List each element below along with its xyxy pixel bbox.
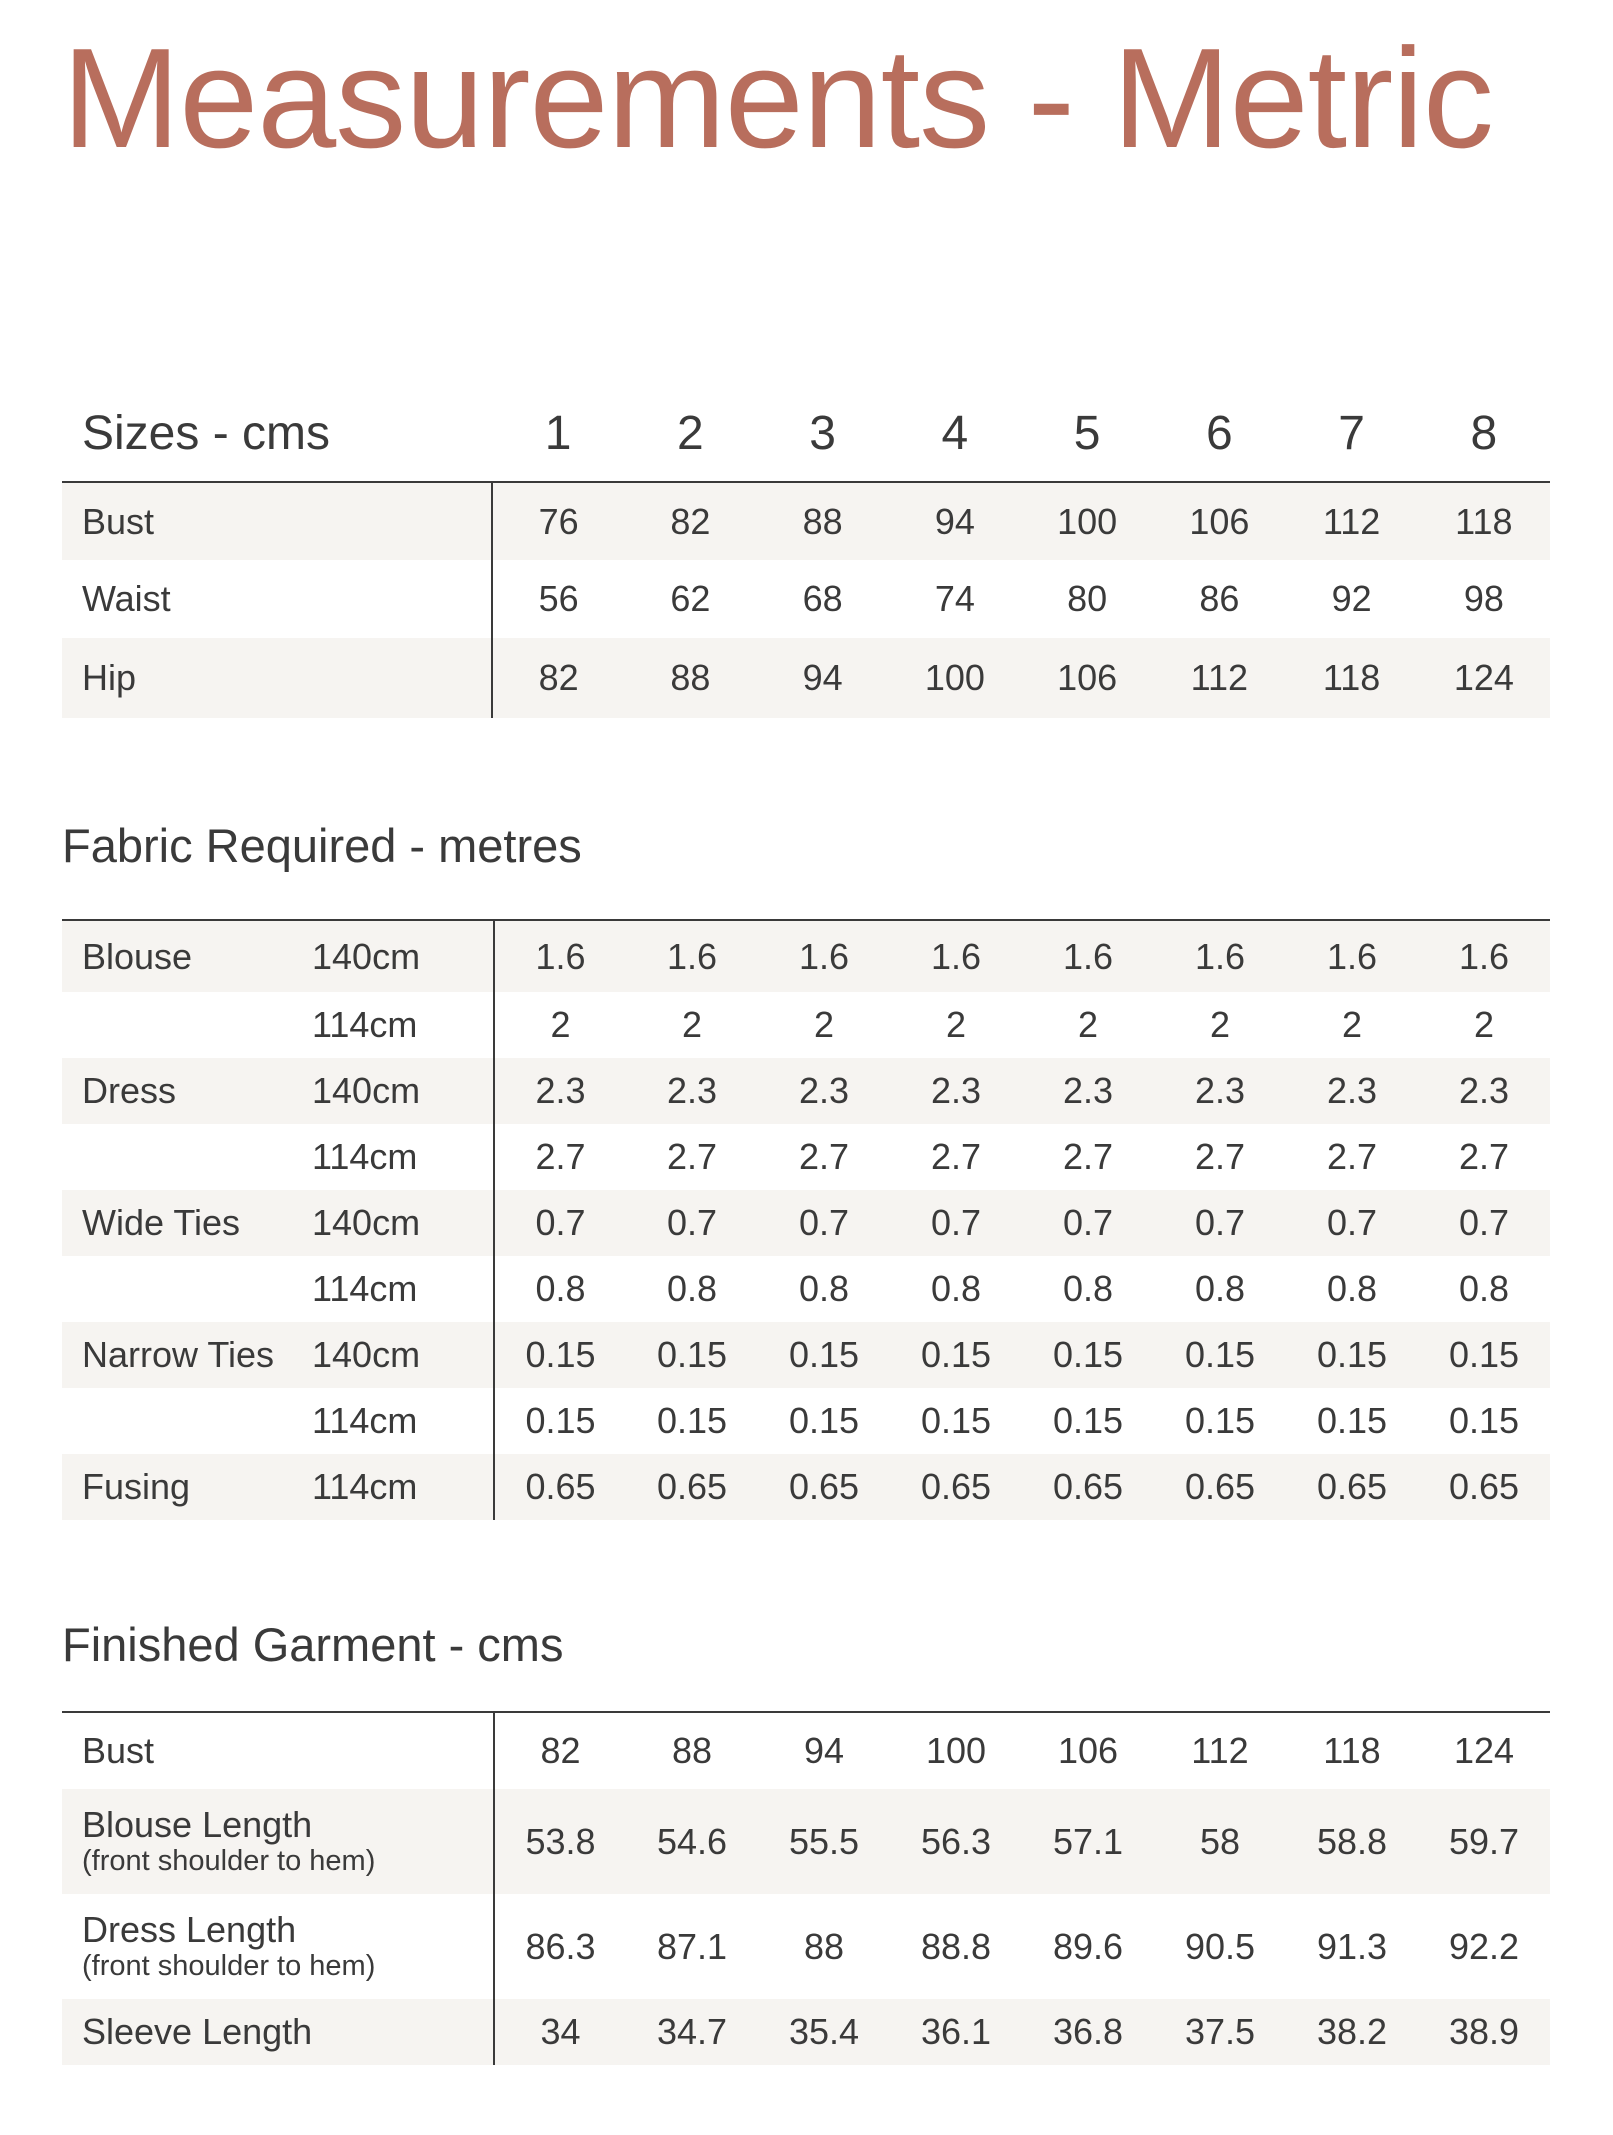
garment-label: Blouse [62, 920, 312, 992]
table-cell: 1.6 [1022, 920, 1154, 992]
table-cell: 0.15 [626, 1322, 758, 1388]
table-cell: 100 [890, 1712, 1022, 1789]
table-cell: 0.15 [788, 1400, 860, 1441]
row-label: Hip [62, 638, 492, 718]
table-cell: 82 [492, 638, 624, 718]
table-cell: 0.65 [758, 1454, 890, 1520]
size-column-header: 1 [492, 385, 624, 482]
table-cell: 88.8 [920, 1925, 992, 1967]
table-row [62, 1454, 1550, 1520]
table-cell: 106 [1153, 482, 1285, 560]
table-cell: 80 [1067, 578, 1108, 619]
table-cell: 94 [757, 638, 889, 718]
fabric-width: 114cm [312, 1268, 418, 1309]
fabric-width: 140cm [312, 1058, 494, 1124]
size-column-header: 5 [1021, 385, 1153, 482]
table-cell: 0.8 [494, 1256, 626, 1322]
table-cell: 2 [494, 992, 626, 1058]
table-cell: 0.7 [1418, 1190, 1550, 1256]
fabric-width: 140cm [312, 1190, 494, 1256]
table-cell: 88 [624, 638, 756, 718]
table-cell: 1.6 [758, 920, 890, 992]
table-cell: 86 [1199, 578, 1240, 619]
table-cell: 2.3 [758, 1058, 890, 1124]
table-cell: 0.8 [1194, 1268, 1246, 1309]
table-cell: 0.7 [758, 1190, 890, 1256]
table-cell: 0.15 [890, 1322, 1022, 1388]
page-title: Measurements - Metric [62, 19, 1493, 178]
size-column-header: 6 [1153, 385, 1285, 482]
finished-heading: Finished Garment - cms [62, 1618, 564, 1671]
table-row [62, 1712, 1550, 1789]
table-cell: 94 [889, 482, 1021, 560]
garment-label [62, 1789, 494, 1894]
table-cell: 36.8 [1022, 1999, 1154, 2065]
table-cell: 56 [492, 560, 624, 638]
table-cell: 0.15 [656, 1400, 728, 1441]
table-cell: 36.1 [890, 1999, 1022, 2065]
table-cell: 2.3 [1418, 1058, 1550, 1124]
table-cell: 0.15 [1052, 1400, 1124, 1441]
table-cell: 112 [1154, 1712, 1286, 1789]
table-cell: 57.1 [1022, 1789, 1154, 1894]
garment-label [62, 1894, 494, 1999]
garment-label [62, 992, 312, 1058]
table-cell: 87.1 [656, 1925, 728, 1967]
table-cell: 2.7 [494, 1124, 626, 1190]
fabric-width: 114cm [312, 1454, 494, 1520]
table-cell: 92 [1331, 578, 1372, 619]
table-cell: 118 [1286, 638, 1418, 718]
table-cell: 0.15 [1184, 1400, 1256, 1441]
row-label: Blouse Length [82, 1803, 313, 1845]
table-cell: 0.15 [494, 1322, 626, 1388]
table-cell: 124 [1418, 1712, 1550, 1789]
table-cell: 92.2 [1448, 1925, 1520, 1967]
table-cell: 88 [757, 482, 889, 560]
size-column-header: 8 [1418, 385, 1550, 482]
table-cell: 59.7 [1418, 1789, 1550, 1894]
table-cell: 2.3 [1286, 1058, 1418, 1124]
fabric-width: 140cm [312, 1322, 494, 1388]
table-cell: 2.7 [1326, 1136, 1378, 1177]
table-cell: 55.5 [758, 1789, 890, 1894]
table-cell: 1.6 [626, 920, 758, 992]
table-cell: 0.15 [1154, 1322, 1286, 1388]
table-cell: 88 [803, 1925, 845, 1967]
table-cell: 0.15 [494, 1388, 626, 1454]
table-row [62, 1894, 1550, 1999]
fabric-table [62, 919, 1550, 1520]
table-cell: 112 [1153, 638, 1285, 718]
table-row [62, 992, 1550, 1058]
garment-label [62, 1388, 312, 1454]
table-cell: 1.6 [1418, 920, 1550, 992]
table-cell: 86.3 [494, 1894, 626, 1999]
table-cell: 124 [1418, 638, 1550, 718]
table-cell: 82 [494, 1712, 626, 1789]
table-cell: 1.6 [494, 920, 626, 992]
table-cell: 118 [1286, 1712, 1418, 1789]
table-cell: 91.3 [1316, 1925, 1388, 1967]
table-row [62, 1388, 1550, 1454]
table-cell: 0.7 [626, 1190, 758, 1256]
table-cell: 0.15 [1418, 1322, 1550, 1388]
garment-label: Dress [62, 1058, 312, 1124]
table-cell: 1.6 [1154, 920, 1286, 992]
table-cell: 0.65 [1154, 1454, 1286, 1520]
table-cell: 2 [813, 1004, 835, 1045]
table-cell: 0.65 [1286, 1454, 1418, 1520]
table-cell: 38.9 [1418, 1999, 1550, 2065]
table-row [62, 1124, 1550, 1190]
garment-label [62, 1124, 312, 1190]
sizes-header-label: Sizes - cms [62, 385, 492, 482]
table-cell: 34 [494, 1999, 626, 2065]
table-cell: 2 [1341, 1004, 1363, 1045]
garment-label: Fusing [62, 1454, 312, 1520]
finished-table [62, 1711, 1550, 2065]
table-row [62, 920, 1550, 992]
table-row [62, 1789, 1550, 1894]
garment-label: Wide Ties [62, 1190, 312, 1256]
table-cell: 0.15 [920, 1400, 992, 1441]
table-cell: 2.7 [1062, 1136, 1114, 1177]
table-cell: 76 [492, 482, 624, 560]
size-column-header: 3 [757, 385, 889, 482]
table-cell: 58.8 [1286, 1789, 1418, 1894]
row-note: (front shoulder to hem) [82, 1845, 376, 1878]
size-column-header: 7 [1286, 385, 1418, 482]
table-cell: 1.6 [1286, 920, 1418, 992]
table-cell: 0.15 [1448, 1400, 1520, 1441]
table-cell: 100 [889, 638, 1021, 718]
table-cell: 38.2 [1286, 1999, 1418, 2065]
row-label: Dress Length [82, 1908, 297, 1950]
table-cell: 2.3 [1022, 1058, 1154, 1124]
fabric-width: 114cm [312, 1004, 418, 1045]
table-cell: 0.7 [494, 1190, 626, 1256]
table-cell: 0.8 [1458, 1268, 1510, 1309]
row-label: Waist [82, 578, 171, 619]
row-label: Sleeve Length [82, 2011, 313, 2053]
table-cell: 100 [1021, 482, 1153, 560]
table-cell: 2 [1077, 1004, 1099, 1045]
garment-label [62, 1256, 312, 1322]
table-cell: 0.7 [1154, 1190, 1286, 1256]
table-row [62, 1058, 1550, 1124]
table-cell: 2.7 [666, 1136, 718, 1177]
table-cell: 118 [1418, 482, 1550, 560]
fabric-heading: Fabric Required - metres [62, 819, 582, 872]
table-cell: 106 [1021, 638, 1153, 718]
table-cell: 88 [626, 1712, 758, 1789]
table-cell: 35.4 [758, 1999, 890, 2065]
table-cell: 0.65 [1022, 1454, 1154, 1520]
size-column-header: 4 [889, 385, 1021, 482]
table-cell: 2.3 [1154, 1058, 1286, 1124]
table-cell: 112 [1286, 482, 1418, 560]
table-cell: 2 [1209, 1004, 1231, 1045]
table-cell: 2.7 [798, 1136, 850, 1177]
table-cell: 94 [758, 1712, 890, 1789]
table-cell: 0.8 [930, 1268, 982, 1309]
garment-label: Narrow Ties [62, 1322, 312, 1388]
table-cell: 0.65 [890, 1454, 1022, 1520]
table-row [62, 560, 1550, 638]
table-cell: 89.6 [1052, 1925, 1124, 1967]
table-cell: 0.15 [1022, 1322, 1154, 1388]
table-cell: 0.8 [1326, 1268, 1378, 1309]
table-cell: 0.15 [1286, 1322, 1418, 1388]
table-cell: 0.7 [890, 1190, 1022, 1256]
table-cell: 98 [1463, 578, 1504, 619]
table-cell: 54.6 [626, 1789, 758, 1894]
table-cell: 2 [681, 1004, 703, 1045]
table-cell: 2 [945, 1004, 967, 1045]
sizes-table [62, 385, 1550, 718]
table-cell: 0.8 [1062, 1268, 1114, 1309]
table-cell: 0.65 [494, 1454, 626, 1520]
row-note: (front shoulder to hem) [82, 1950, 376, 1983]
row-label: Bust [62, 482, 492, 560]
table-cell: 0.65 [1418, 1454, 1550, 1520]
table-cell: 0.15 [1316, 1400, 1388, 1441]
table-cell: 0.8 [666, 1268, 718, 1309]
fabric-width: 114cm [312, 1136, 418, 1177]
table-row [62, 638, 1550, 718]
table-cell: 2.7 [1194, 1136, 1246, 1177]
table-row [62, 1322, 1550, 1388]
table-cell: 58 [1154, 1789, 1286, 1894]
table-cell: 0.7 [1022, 1190, 1154, 1256]
table-cell: 90.5 [1184, 1925, 1256, 1967]
table-cell: 68 [802, 578, 843, 619]
table-cell: 2.3 [626, 1058, 758, 1124]
sizes-header-row [62, 385, 1550, 482]
table-cell: 82 [624, 482, 756, 560]
table-cell: 56.3 [890, 1789, 1022, 1894]
table-row [62, 482, 1550, 560]
garment-label [62, 1712, 494, 1789]
table-cell: 74 [934, 578, 975, 619]
table-cell: 2.3 [890, 1058, 1022, 1124]
table-cell: 106 [1022, 1712, 1154, 1789]
table-cell: 62 [670, 578, 711, 619]
table-row [62, 1999, 1550, 2065]
table-cell: 2 [1473, 1004, 1495, 1045]
table-cell: 1.6 [890, 920, 1022, 992]
table-cell: 2.7 [930, 1136, 982, 1177]
table-cell: 2.3 [494, 1058, 626, 1124]
table-cell: 0.15 [758, 1322, 890, 1388]
fabric-width: 114cm [312, 1400, 418, 1441]
table-cell: 53.8 [494, 1789, 626, 1894]
row-label: Bust [82, 1730, 155, 1772]
table-cell: 37.5 [1154, 1999, 1286, 2065]
fabric-width: 140cm [312, 920, 494, 992]
table-cell: 0.7 [1286, 1190, 1418, 1256]
table-cell: 0.8 [798, 1268, 850, 1309]
table-cell: 2.7 [1458, 1136, 1510, 1177]
table-row [62, 1190, 1550, 1256]
table-cell: 34.7 [626, 1999, 758, 2065]
garment-label [62, 1999, 494, 2065]
size-column-header: 2 [624, 385, 756, 482]
table-row [62, 1256, 1550, 1322]
table-cell: 0.65 [626, 1454, 758, 1520]
